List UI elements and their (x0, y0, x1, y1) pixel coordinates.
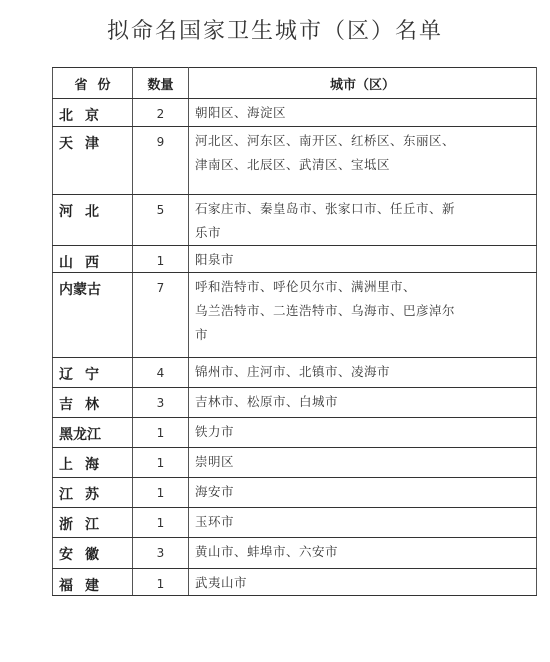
cities-line: 河北区、河东区、南开区、红桥区、东丽区、 (195, 133, 456, 148)
cities-cell (189, 195, 537, 246)
cities-line: 市 (195, 327, 209, 342)
cities-cell (189, 508, 537, 538)
province-cell: 辽宁 (53, 358, 133, 388)
cities-line: 玉环市 (195, 514, 235, 529)
table-row (53, 569, 537, 596)
cities-line: 乌兰浩特市、二连浩特市、乌海市、巴彦淖尔 (195, 303, 456, 318)
cities-line: 呼和浩特市、呼伦贝尔市、满洲里市、 (195, 279, 417, 294)
cities-line: 海安市 (195, 484, 235, 499)
cities-line: 铁力市 (195, 424, 235, 439)
table-row (53, 358, 537, 388)
table-row (53, 273, 537, 358)
table-row (53, 388, 537, 418)
table-row (53, 538, 537, 569)
count-cell: 3 (133, 388, 189, 418)
province-cell: 安徽 (53, 538, 133, 569)
cities-cell (189, 99, 537, 127)
cities-cell (189, 478, 537, 508)
province-cell: 黑龙江 (53, 418, 133, 448)
city-list-table (52, 67, 537, 596)
count-cell: 1 (133, 246, 189, 273)
province-cell: 山西 (53, 246, 133, 273)
count-cell: 4 (133, 358, 189, 388)
table-row (53, 418, 537, 448)
cities-line: 吉林市、松原市、白城市 (195, 394, 339, 409)
page-title: 拟命名国家卫生城市（区）名单 (106, 19, 443, 44)
cities-line: 黄山市、蚌埠市、六安市 (195, 544, 339, 559)
cities-line: 津南区、北辰区、武清区、宝坻区 (195, 157, 391, 172)
cities-cell (189, 246, 537, 273)
cities-line: 阳泉市 (195, 252, 235, 267)
cities-cell (189, 127, 537, 195)
cities-line: 朝阳区、海淀区 (195, 105, 287, 120)
count-cell: 5 (133, 195, 189, 246)
count-cell: 1 (133, 478, 189, 508)
cities-line: 石家庄市、秦皇岛市、张家口市、任丘市、新 (195, 201, 456, 216)
count-cell: 1 (133, 418, 189, 448)
table-row (53, 195, 537, 246)
table-row (53, 246, 537, 273)
province-cell: 江苏 (53, 478, 133, 508)
table-row (53, 508, 537, 538)
province-cell: 上海 (53, 448, 133, 478)
header-cities: 城市（区） (189, 68, 537, 99)
count-cell: 3 (133, 538, 189, 569)
province-cell: 福建 (53, 569, 133, 596)
province-cell: 浙江 (53, 508, 133, 538)
table-row (53, 448, 537, 478)
cities-line: 锦州市、庄河市、北镇市、凌海市 (195, 364, 391, 379)
province-cell: 内蒙古 (53, 273, 133, 358)
cities-line: 崇明区 (195, 454, 235, 469)
province-cell: 吉林 (53, 388, 133, 418)
table-row (53, 127, 537, 195)
count-cell: 1 (133, 448, 189, 478)
province-cell: 天津 (53, 127, 133, 195)
cities-cell (189, 448, 537, 478)
count-cell: 1 (133, 508, 189, 538)
count-cell: 7 (133, 273, 189, 358)
province-cell: 北京 (53, 99, 133, 127)
cities-cell (189, 569, 537, 596)
header-count: 数量 (133, 68, 189, 99)
table-row (53, 99, 537, 127)
cities-cell (189, 358, 537, 388)
table-header-row (53, 68, 537, 99)
count-cell: 9 (133, 127, 189, 195)
header-province: 省份 (53, 68, 133, 99)
count-cell: 1 (133, 569, 189, 596)
table-row (53, 478, 537, 508)
cities-cell (189, 538, 537, 569)
province-cell: 河北 (53, 195, 133, 246)
cities-cell (189, 273, 537, 358)
cities-line: 乐市 (195, 225, 222, 240)
cities-cell (189, 418, 537, 448)
cities-line: 武夷山市 (195, 575, 248, 590)
cities-cell (189, 388, 537, 418)
count-cell: 2 (133, 99, 189, 127)
